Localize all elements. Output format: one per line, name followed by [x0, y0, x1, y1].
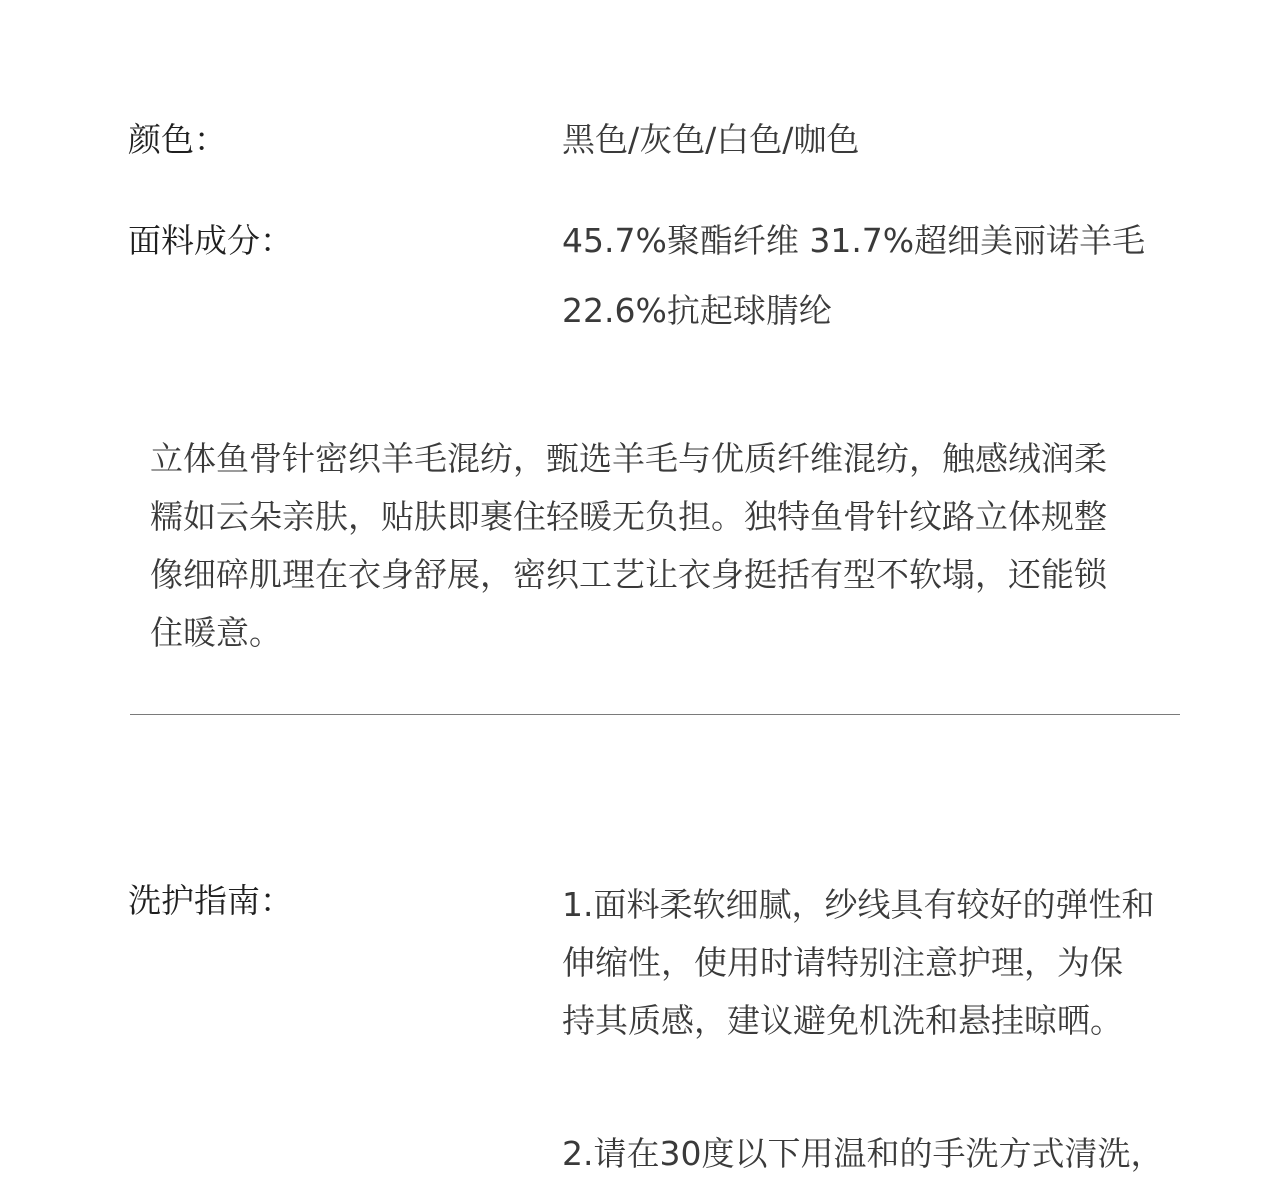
care-item-line: 伸缩性，使用时请特别注意护理，为保	[562, 943, 1123, 982]
fabric-value-line: 22.6%抗起球腈纶	[562, 291, 832, 330]
color-label: 颜色：	[128, 120, 227, 159]
fabric-label: 面料成分：	[128, 221, 293, 260]
care-label: 洗护指南：	[128, 881, 293, 920]
color-value: 黑色/灰色/白色/咖色	[562, 120, 860, 159]
care-item-line: 1.面料柔软细腻，纱线具有较好的弹性和	[562, 885, 1155, 924]
care-item-line: 2.请在30度以下用温和的手洗方式清洗，	[562, 1134, 1164, 1173]
section-divider	[130, 714, 1180, 715]
description-line: 立体鱼骨针密织羊毛混纺，甄选羊毛与优质纤维混纺，触感绒润柔	[150, 439, 1107, 478]
description-line: 像细碎肌理在衣身舒展，密织工艺让衣身挺括有型不软塌，还能锁	[150, 555, 1107, 594]
care-item-line: 持其质感，建议避免机洗和悬挂晾晒。	[562, 1001, 1123, 1040]
description-line: 糯如云朵亲肤，贴肤即裹住轻暖无负担。独特鱼骨针纹路立体规整	[150, 497, 1107, 536]
description-line: 住暖意。	[150, 613, 282, 652]
fabric-value-line: 45.7%聚酯纤维 31.7%超细美丽诺羊毛	[562, 221, 1146, 260]
